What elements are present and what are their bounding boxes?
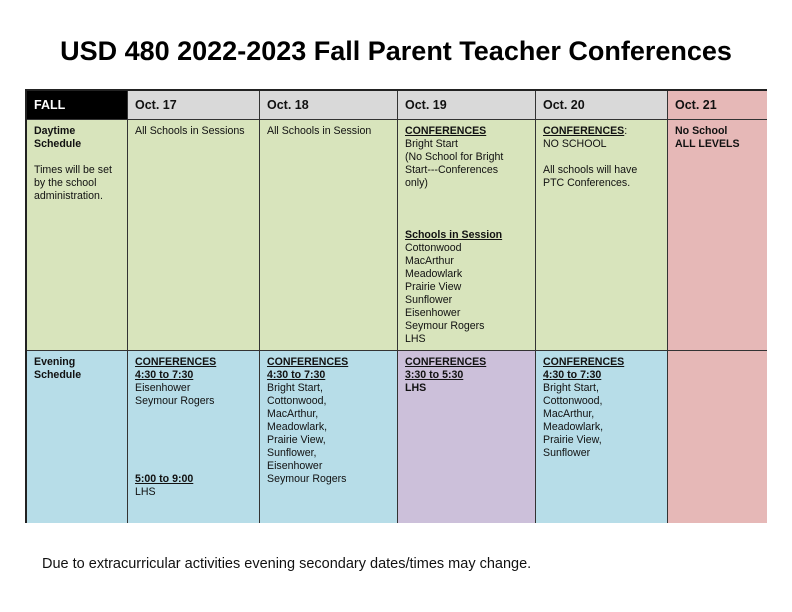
cell-text-line: by the school — [34, 177, 97, 189]
daytime-cell — [128, 120, 260, 351]
cell-text-line: NO SCHOOL — [543, 138, 607, 150]
header-label: Oct. 17 — [135, 98, 177, 112]
cell-text-line: LHS — [405, 382, 427, 394]
cell-text-line: Evening — [34, 356, 76, 368]
cell-text-line: CONFERENCES: — [543, 125, 628, 137]
cell-text-line: Sunflower — [543, 447, 591, 459]
cell-text-line: Schedule — [34, 138, 82, 150]
cell-text-line: Cottonwood — [405, 242, 462, 254]
header-cell — [536, 91, 668, 120]
cell-text-line: No School — [675, 125, 728, 137]
cell-text-line — [405, 216, 528, 229]
cell-text-line: administration. — [34, 190, 103, 202]
evening-cell — [128, 351, 260, 523]
cell-text-line: Daytime — [34, 125, 76, 137]
header-cell — [27, 91, 128, 120]
evening-cell — [668, 351, 767, 523]
cell-text-line — [34, 151, 120, 164]
cell-text-line: LHS — [135, 486, 156, 498]
cell-text-line: All Schools in Session — [267, 125, 372, 137]
daytime-cell — [260, 120, 398, 351]
cell-text-line: Meadowlark, — [267, 421, 328, 433]
cell-text-line — [543, 151, 660, 164]
header-label: Oct. 18 — [267, 98, 309, 112]
cell-text-line: 3:30 to 5:30 — [405, 369, 464, 381]
cell-text-line — [135, 460, 252, 473]
cell-text-line: Meadowlark — [405, 268, 463, 280]
header-label: Oct. 21 — [675, 98, 717, 112]
cell-text-line: Eisenhower — [135, 382, 191, 394]
evening-cell — [27, 351, 128, 523]
cell-text-line: LHS — [405, 333, 426, 345]
cell-text-line: CONFERENCES — [543, 356, 625, 368]
cell-text-line: only) — [405, 177, 428, 189]
cell-text-line: Prairie View, — [543, 434, 602, 446]
header-cell — [260, 91, 398, 120]
cell-text-line: Sunflower — [405, 294, 453, 306]
cell-text-line: Seymour Rogers — [267, 473, 347, 485]
cell-text-line: Times will be set — [34, 164, 112, 176]
footnote: Due to extracurricular activities evening secondary dates/times may change. — [42, 556, 532, 572]
cell-text-line: (No School for Bright — [405, 151, 504, 163]
cell-text-line: MacArthur, — [543, 408, 595, 420]
cell-text-line: MacArthur — [405, 255, 454, 267]
evening-cell — [260, 351, 398, 523]
cell-text-line: MacArthur, — [267, 408, 319, 420]
cell-text-line: Cottonwood, — [267, 395, 327, 407]
cell-text-line: All Schools in Sessions — [135, 125, 245, 137]
cell-text-line: PTC Conferences. — [543, 177, 631, 189]
daytime-cell — [398, 120, 536, 351]
cell-text-line: CONFERENCES — [267, 356, 349, 368]
header-cell — [668, 91, 767, 120]
cell-text-line: CONFERENCES — [405, 356, 487, 368]
conference-schedule-table — [25, 89, 767, 523]
header-label: FALL — [34, 98, 66, 112]
cell-text-line: CONFERENCES — [135, 356, 217, 368]
header-cell — [398, 91, 536, 120]
cell-text-line: Prairie View — [405, 281, 462, 293]
evening-cell — [398, 351, 536, 523]
cell-text-line: Bright Start, — [267, 382, 323, 394]
cell-text-line: Meadowlark, — [543, 421, 604, 433]
cell-text-line: Eisenhower — [405, 307, 461, 319]
cell-text-line: Seymour Rogers — [135, 395, 215, 407]
cell-text-line: Prairie View, — [267, 434, 326, 446]
cell-text-line: Eisenhower — [267, 460, 323, 472]
cell-text-line: Sunflower, — [267, 447, 317, 459]
cell-text-line: ALL LEVELS — [675, 138, 740, 150]
cell-text-line: Schedule — [34, 369, 82, 381]
cell-text-line: Start---Conferences — [405, 164, 499, 176]
page-title: USD 480 2022-2023 Fall Parent Teacher Conferences — [60, 36, 732, 66]
cell-text-line — [135, 447, 252, 460]
cell-text-line: CONFERENCES — [405, 125, 487, 137]
cell-text-line — [135, 434, 252, 447]
header-label: Oct. 19 — [405, 98, 447, 112]
daytime-cell — [27, 120, 128, 351]
header-cell — [128, 91, 260, 120]
cell-text-line: Bright Start — [405, 138, 458, 150]
daytime-cell — [536, 120, 668, 351]
cell-text-line — [135, 408, 252, 421]
cell-text-line: 4:30 to 7:30 — [543, 369, 602, 381]
header-label: Oct. 20 — [543, 98, 585, 112]
cell-text-line — [405, 203, 528, 216]
cell-text-line — [405, 190, 528, 203]
cell-text-line: 5:00 to 9:00 — [135, 473, 194, 485]
daytime-cell — [668, 120, 767, 351]
cell-text-line: All schools will have — [543, 164, 638, 176]
cell-text-line: 4:30 to 7:30 — [267, 369, 326, 381]
cell-text-line: Bright Start, — [543, 382, 599, 394]
evening-cell — [536, 351, 668, 523]
cell-text-line: 4:30 to 7:30 — [135, 369, 194, 381]
cell-text-line: Seymour Rogers — [405, 320, 485, 332]
cell-text-line: Schools in Session — [405, 229, 503, 241]
cell-text-line — [135, 421, 252, 434]
cell-text-line: Cottonwood, — [543, 395, 603, 407]
